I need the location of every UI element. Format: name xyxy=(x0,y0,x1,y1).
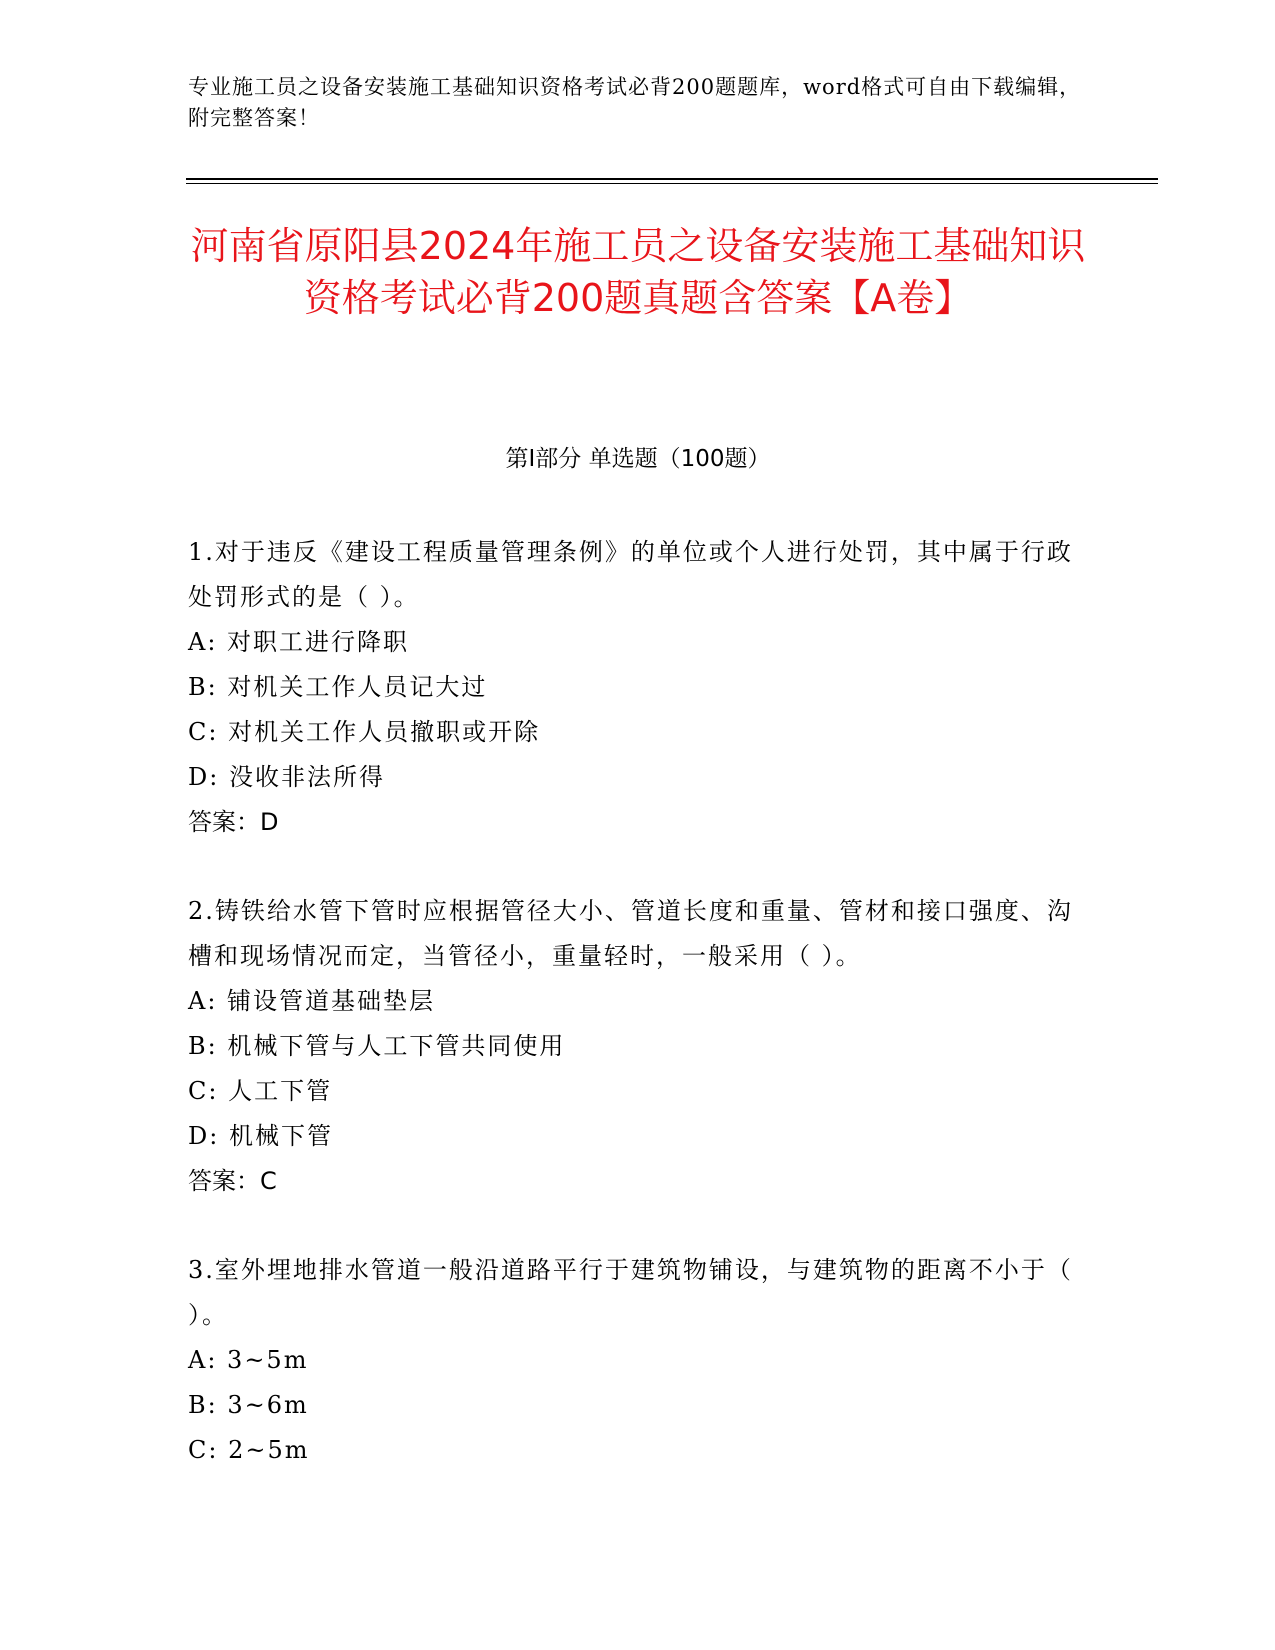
header-note: 专业施工员之设备安装施工基础知识资格考试必背200题题库，word格式可自由下载编辑，附完整答案！ xyxy=(188,75,1082,130)
option-c: C: 2~5m xyxy=(188,1436,310,1464)
question-item xyxy=(188,530,1078,845)
question-text: 2.铸铁给水管下管时应根据管径大小、管道长度和重量、管材和接口强度、沟槽和现场情况而定，当管径小，重量轻时，一般采用（ ）。 xyxy=(188,897,1073,970)
answer-text: 答案：C xyxy=(188,1167,277,1195)
option-a: A: 3~5m xyxy=(188,1346,309,1374)
option-c: C: 人工下管 xyxy=(188,1077,333,1105)
option-d: D: 机械下管 xyxy=(188,1122,333,1150)
question-item xyxy=(188,1248,1078,1473)
answer-text: 答案：D xyxy=(188,808,279,836)
option-c: C: 对机关工作人员撤职或开除 xyxy=(188,718,541,746)
option-b: B: 3~6m xyxy=(188,1391,309,1419)
section-heading: 第I部分 单选题（100题） xyxy=(505,446,771,472)
question-text: 1.对于违反《建设工程质量管理条例》的单位或个人进行处罚，其中属于行政处罚形式的是（ ）。 xyxy=(188,538,1073,611)
header-rule-thin xyxy=(186,183,1158,184)
question-text: 3.室外埋地排水管道一般沿道路平行于建筑物铺设，与建筑物的距离不小于（ ）。 xyxy=(188,1256,1073,1329)
question-list xyxy=(188,530,1078,1517)
document-title: 河南省原阳县2024年施工员之设备安装施工基础知识资格考试必背200题真题含答案【A卷】 xyxy=(190,224,1086,320)
option-b: B: 对机关工作人员记大过 xyxy=(188,673,488,701)
header-rule-thick xyxy=(186,178,1158,180)
option-a: A: 铺设管道基础垫层 xyxy=(188,987,436,1015)
option-d: D: 没收非法所得 xyxy=(188,763,385,791)
option-b: B: 机械下管与人工下管共同使用 xyxy=(188,1032,566,1060)
option-a: A: 对职工进行降职 xyxy=(188,628,410,656)
question-item xyxy=(188,889,1078,1204)
